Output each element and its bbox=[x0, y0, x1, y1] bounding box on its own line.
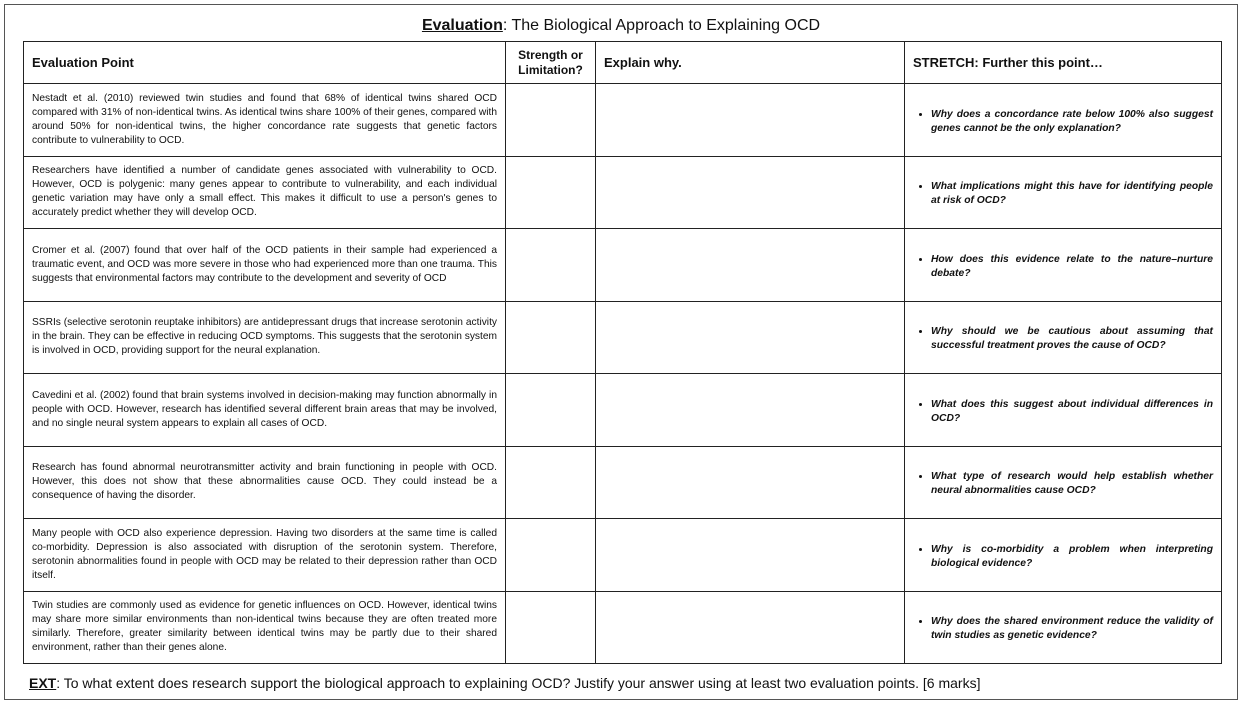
evaluation-point-text: Twin studies are commonly used as evidence for genetic influences on OCD. However, identical twins may share more similar environments than non-identical twins because they are often treated more similarly. Therefore, greater similarity between identical twins may be partly due to their shared environment, rather than their genes alone. bbox=[24, 591, 506, 664]
stretch-list bbox=[913, 253, 1213, 281]
stretch-cell bbox=[905, 519, 1222, 592]
table-row bbox=[24, 156, 1222, 229]
page-title bbox=[5, 17, 1237, 35]
stretch-list bbox=[913, 325, 1213, 353]
table-row bbox=[24, 519, 1222, 592]
evaluation-point-text: Nestadt et al. (2010) reviewed twin studies and found that 68% of identical twins shared OCD compared with 31% of non-identical twins. As identical twins share 100% of their genes, compared with around 50% for non-identical twins, the higher concordance rate suggests that genetic factors contribute to vulnerability to OCD. bbox=[24, 84, 506, 157]
strength-limitation-cell[interactable] bbox=[506, 84, 596, 157]
explain-why-cell[interactable] bbox=[596, 229, 905, 302]
table-row bbox=[24, 374, 1222, 447]
ext-lead: EXT bbox=[29, 675, 57, 691]
explain-why-cell[interactable] bbox=[596, 84, 905, 157]
stretch-cell bbox=[905, 446, 1222, 519]
title-lead: Evaluation bbox=[421, 17, 503, 34]
explain-why-cell[interactable] bbox=[596, 156, 905, 229]
evaluation-point-text: Researchers have identified a number of candidate genes associated with vulnerability to OCD. However, OCD is polygenic: many genes appear to contribute to vulnerability, and each individual genetic variation may have only a small effect. This makes it difficult to use a person's genes to accurately predict whether they will develop OCD. bbox=[24, 156, 506, 229]
header-stretch: STRETCH: Further this point… bbox=[905, 42, 1222, 84]
evaluation-table bbox=[23, 41, 1222, 664]
strength-limitation-cell[interactable] bbox=[506, 229, 596, 302]
stretch-cell bbox=[905, 591, 1222, 664]
strength-limitation-cell[interactable] bbox=[506, 519, 596, 592]
title-rest: : The Biological Approach to Explaining OCD bbox=[502, 17, 821, 34]
strength-limitation-cell[interactable] bbox=[506, 301, 596, 374]
worksheet-page bbox=[4, 4, 1238, 700]
stretch-cell bbox=[905, 374, 1222, 447]
table-row bbox=[24, 591, 1222, 664]
stretch-question: • What type of research would help establish whether neural abnormalities cause OCD? bbox=[931, 470, 1213, 498]
stretch-question: • Why does a concordance rate below 100% also suggest genes cannot be the only explanation? bbox=[931, 108, 1213, 136]
stretch-list bbox=[913, 470, 1213, 498]
header-explain-why: Explain why. bbox=[596, 42, 905, 84]
table-row bbox=[24, 446, 1222, 519]
strength-limitation-cell[interactable] bbox=[506, 446, 596, 519]
explain-why-cell[interactable] bbox=[596, 591, 905, 664]
stretch-list bbox=[913, 180, 1213, 208]
ext-text: : To what extent does research support the biological approach to explaining OCD? Justify your answer using at least two evaluation points. [6 marks] bbox=[56, 675, 981, 691]
table-row bbox=[24, 84, 1222, 157]
evaluation-point-text: Many people with OCD also experience depression. Having two disorders at the same time is called co-morbidity. Depression is also associated with disruption of the serotonin system. Therefore, serotonin abnormalities found in people with OCD may be related to their depression rather than OCD itself. bbox=[24, 519, 506, 592]
stretch-question: • Why does the shared environment reduce the validity of twin studies as genetic evidence? bbox=[931, 615, 1213, 643]
evaluation-point-text: Research has found abnormal neurotransmitter activity and brain functioning in people with OCD. However, this does not show that these abnormalities cause OCD. They could instead be a consequence of having the disorder. bbox=[24, 446, 506, 519]
header-evaluation-point: Evaluation Point bbox=[24, 42, 506, 84]
stretch-question: • Why is co-morbidity a problem when interpreting biological evidence? bbox=[931, 543, 1213, 571]
stretch-question: • What implications might this have for identifying people at risk of OCD? bbox=[931, 180, 1213, 208]
stretch-list bbox=[913, 543, 1213, 571]
table-row bbox=[24, 229, 1222, 302]
table-header-row bbox=[24, 42, 1222, 84]
header-strength-limitation: Strength or Limitation? bbox=[506, 42, 596, 84]
evaluation-point-text: Cromer et al. (2007) found that over half of the OCD patients in their sample had experienced a traumatic event, and OCD was more severe in those who had experienced more than one trauma. This suggests that environmental factors may contribute to the development and severity of OCD bbox=[24, 229, 506, 302]
stretch-list bbox=[913, 615, 1213, 643]
strength-limitation-cell[interactable] bbox=[506, 591, 596, 664]
strength-limitation-cell[interactable] bbox=[506, 374, 596, 447]
stretch-cell bbox=[905, 156, 1222, 229]
explain-why-cell[interactable] bbox=[596, 446, 905, 519]
stretch-list bbox=[913, 398, 1213, 426]
stretch-question: • Why should we be cautious about assuming that successful treatment proves the cause of OCD? bbox=[931, 325, 1213, 353]
table-row bbox=[24, 301, 1222, 374]
stretch-question: • What does this suggest about individual differences in OCD? bbox=[931, 398, 1213, 426]
explain-why-cell[interactable] bbox=[596, 374, 905, 447]
explain-why-cell[interactable] bbox=[596, 519, 905, 592]
stretch-cell bbox=[905, 301, 1222, 374]
extension-question bbox=[29, 675, 980, 691]
explain-why-cell[interactable] bbox=[596, 301, 905, 374]
strength-limitation-cell[interactable] bbox=[506, 156, 596, 229]
evaluation-point-text: Cavedini et al. (2002) found that brain systems involved in decision-making may function abnormally in people with OCD. However, research has identified several different brain areas that may be involved, and no single neural system appears to explain all cases of OCD. bbox=[24, 374, 506, 447]
stretch-list bbox=[913, 108, 1213, 136]
stretch-cell bbox=[905, 229, 1222, 302]
evaluation-point-text: SSRIs (selective serotonin reuptake inhibitors) are antidepressant drugs that increase serotonin activity in the brain. They can be effective in reducing OCD symptoms. This suggests that the serotonin system is involved in OCD, providing support for the neural explanation. bbox=[24, 301, 506, 374]
stretch-cell bbox=[905, 84, 1222, 157]
stretch-question: • How does this evidence relate to the nature–nurture debate? bbox=[931, 253, 1213, 281]
